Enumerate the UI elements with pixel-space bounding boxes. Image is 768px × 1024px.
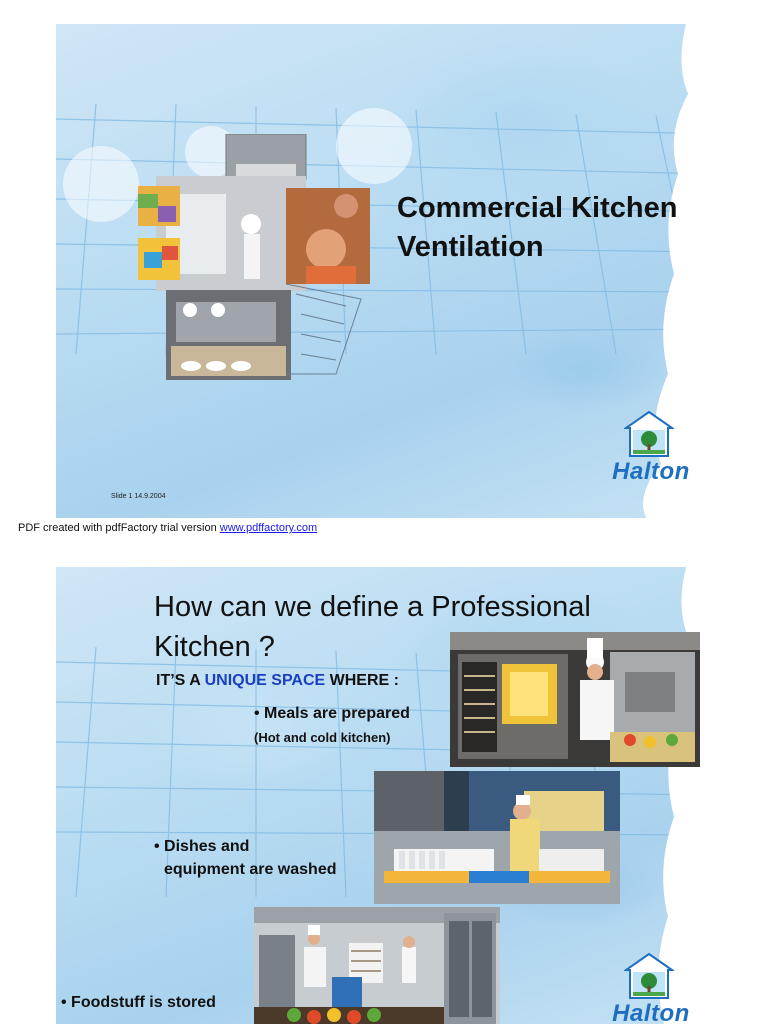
chef-ovens-photo: [450, 632, 700, 767]
dishwashing-graphic: [374, 771, 620, 904]
halton-logo: [596, 952, 706, 1024]
dishwashing-photo: [374, 771, 620, 904]
pdffactory-link[interactable]: www.pdffactory.com: [219, 522, 318, 534]
collage-graphic: [136, 134, 376, 384]
footer-prefix: PDF created with pdfFactory trial version: [18, 522, 220, 534]
slide-number: Slide 1 14.9.2004: [111, 493, 166, 500]
logo-text: Halton: [612, 458, 690, 485]
bullet-meals-sub: (Hot and cold kitchen): [254, 730, 391, 745]
subhead-accent: UNIQUE SPACE: [204, 672, 326, 689]
storage-photo: [254, 907, 500, 1024]
subhead-suffix: WHERE :: [325, 672, 399, 689]
title-line-2: Ventilation: [397, 231, 544, 263]
bullet-foodstuff: • Foodstuff is stored: [61, 994, 216, 1011]
slide-2-subhead: [156, 672, 399, 690]
title-line-1: How can we define a Professional: [154, 591, 591, 623]
house-tree-icon: [624, 952, 674, 1000]
kitchen-photo-collage: [136, 134, 376, 384]
title-line-1: Commercial Kitchen: [397, 192, 678, 224]
title-line-2: Kitchen ?: [154, 631, 275, 663]
bullet-dishes-line-1: • Dishes and: [154, 838, 250, 855]
chef-ovens-graphic: [450, 632, 700, 767]
house-tree-icon: [624, 410, 674, 458]
slide-1: [56, 24, 716, 518]
slide-1-title: [397, 189, 716, 267]
logo-text: Halton: [612, 1000, 690, 1024]
bullet-dishes-line-2: equipment are washed: [164, 861, 337, 878]
halton-logo: [596, 410, 706, 490]
bullet-dishes: [154, 835, 337, 881]
pdf-footer-note: [18, 522, 317, 534]
subhead-prefix: IT’S A: [156, 672, 205, 689]
bullet-meals: • Meals are prepared: [254, 705, 410, 722]
storage-graphic: [254, 907, 500, 1024]
slide-2: [56, 567, 716, 1024]
